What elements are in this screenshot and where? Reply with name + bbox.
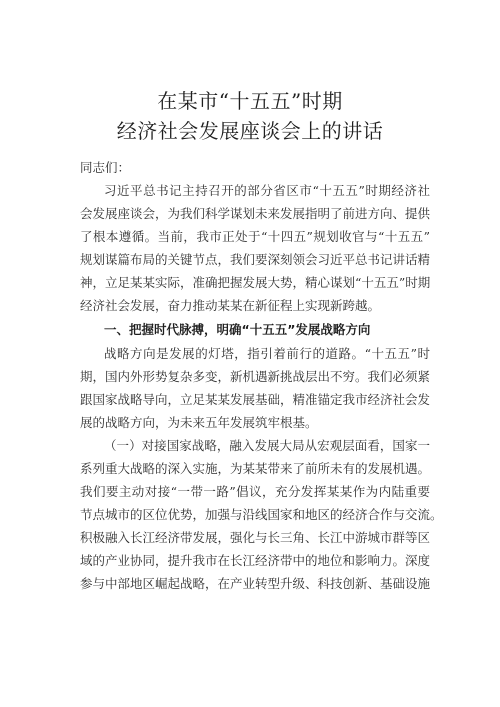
section-heading: 一、把握时代脉搏，明确“十五五”发展战略方向 <box>104 322 371 337</box>
subsection1-line: 系列重大战略的深入实施，为某某带来了前所未有的发展机遇。 <box>80 461 431 476</box>
salutation: 同志们： <box>80 160 131 175</box>
subsection1-line: （一）对接国家战略，融入发展大局从宏观层面看，国家一 <box>104 438 430 453</box>
intro-line: 会发展座谈会，为我们科学谋划未来发展指明了前进方向、提供 <box>80 206 431 221</box>
subsection1-line: 节点城市的区位优势，加强与沿线国家和地区的经济合作与交流。 <box>80 507 443 522</box>
intro-line: 习近平总书记主持召开的部分省区市“十五五”时期经济社 <box>104 183 430 198</box>
section1-line: 期，国内外形势复杂多变，新机遇新挑战层出不穷。我们必须紧 <box>80 369 431 384</box>
intro-line: 了根本遵循。当前，我市正处于“十四五”规划收官与“十五五” <box>80 229 430 244</box>
subsection1-line: 积极融入长江经济带发展，强化与长三角、长江中游城市群等区 <box>80 530 431 545</box>
subsection1-line: 域的产业协同，提升我市在长江经济带中的地位和影响力。深度 <box>80 553 431 568</box>
subsection1-line: 我们要主动对接“一带一路”倡议，充分发挥某某作为内陆重要 <box>80 484 430 499</box>
document-title-line-2: 经济社会发展座谈会上的讲话 <box>116 119 384 143</box>
intro-line: 经济社会发展，奋力推动某某在新征程上实现新跨越。 <box>80 298 381 313</box>
section1-line: 跟国家战略导向，立足某某发展基础，精准锚定我市经济社会发 <box>80 392 431 407</box>
intro-line: 神，立足某某实际，准确把握发展大势，精心谋划“十五五”时期 <box>80 275 431 290</box>
section1-line: 展的战略方向，为未来五年发展筑牢根基。 <box>80 415 318 430</box>
section1-line: 战略方向是发展的灯塔，指引着前行的道路。“十五五”时 <box>104 346 430 361</box>
document-title-line-1: 在某市“十五五”时期 <box>157 89 343 113</box>
intro-line: 规划谋篇布局的关键节点，我们要深刻领会习近平总书记讲话精 <box>80 252 431 267</box>
subsection1-line: 参与中部地区崛起战略，在产业转型升级、科技创新、基础设施 <box>80 576 431 591</box>
